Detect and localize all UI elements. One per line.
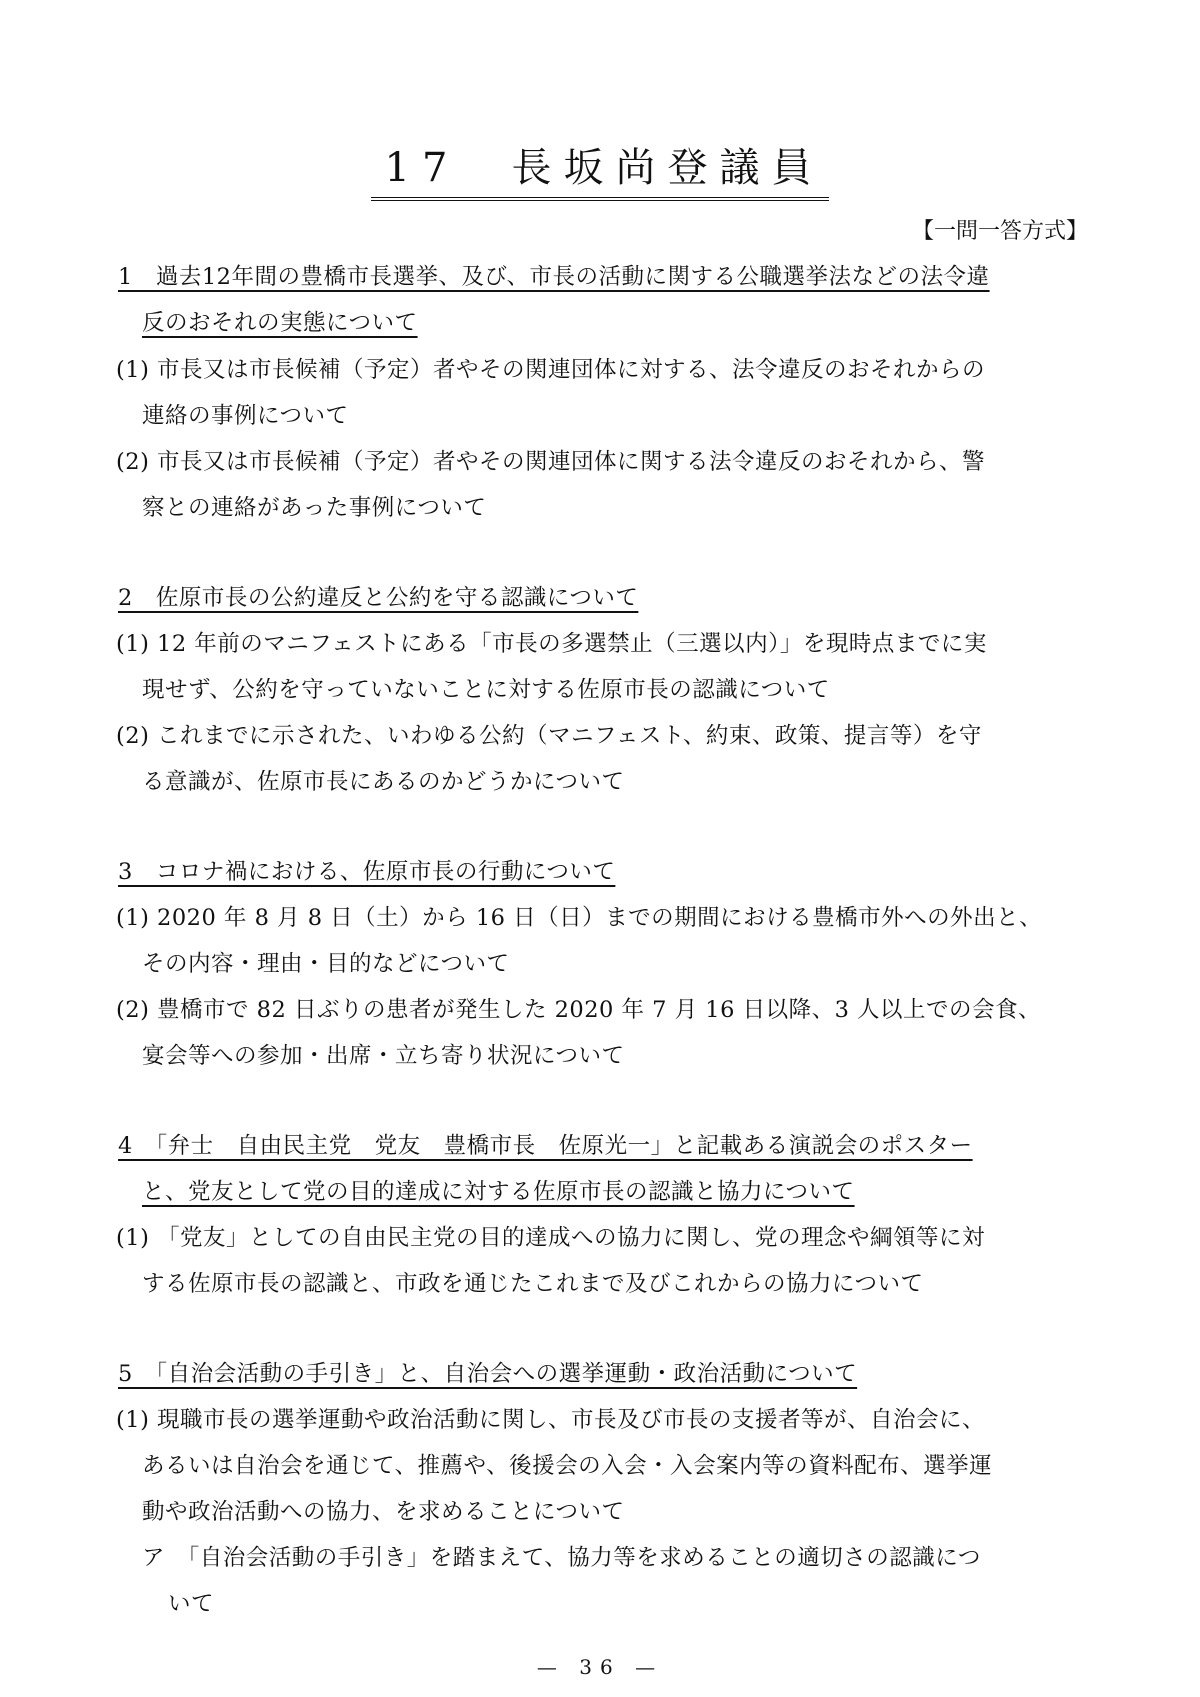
section-1-item-2-line-1: (2) 市長又は市長候補（予定）者やその関連団体に関する法令違反のおそれから、警 <box>116 449 986 475</box>
section-4-heading-line-2: と、党友として党の目的達成に対する佐原市長の認識と協力について <box>142 1179 855 1205</box>
section-5-item-1-line-3: 動や政治活動への協力、を求めることについて <box>142 1499 625 1525</box>
question-format-label: 【一問一答方式】 <box>911 219 1088 244</box>
section-5-item-1-line-2: あるいは自治会を通じて、推薦や、後援会の入会・入会案内等の資料配布、選挙運 <box>142 1453 993 1479</box>
section-5-subitem-a-line-2: いて <box>168 1591 215 1617</box>
section-1-item-1-line-2: 連絡の事例について <box>142 403 349 429</box>
section-3-item-1-line-1: (1) 2020 年 8 月 8 日（土）から 16 日（日）までの期間における豊橋市外への外出と、 <box>116 905 1043 931</box>
page-title-text: 17 長坂尚登議員 <box>371 136 830 201</box>
section-3-item-2-line-1: (2) 豊橋市で 82 日ぶりの患者が発生した 2020 年 7 月 16 日以降、3 人以上での会食、 <box>116 997 1042 1023</box>
section-3-item-1-line-2: その内容・理由・目的などについて <box>142 951 510 977</box>
section-1-heading-line-1: 1 過去12年間の豊橋市長選挙、及び、市長の活動に関する公職選挙法などの法令違 <box>118 264 990 290</box>
section-2-item-2-line-2: る意識が、佐原市長にあるのかどうかについて <box>142 769 625 795</box>
section-5-item-1-line-1: (1) 現職市長の選挙運動や政治活動に関し、市長及び市長の支援者等が、自治会に、 <box>116 1407 986 1433</box>
section-1-heading-line-2: 反のおそれの実態について <box>142 310 418 336</box>
section-4-item-1-line-1: (1) 「党友」としての自由民主党の目的達成への協力に関し、党の理念や綱領等に対 <box>116 1225 986 1251</box>
section-3-heading: 3 コロナ禍における、佐原市長の行動について <box>118 859 616 885</box>
page-title <box>0 136 1200 201</box>
section-2-item-2-line-1: (2) これまでに示された、いわゆる公約（マニフェスト、約束、政策、提言等）を守 <box>116 723 982 749</box>
section-1-item-1-line-1: (1) 市長又は市長候補（予定）者やその関連団体に対する、法令違反のおそれからの <box>116 357 986 383</box>
section-2-item-1-line-1: (1) 12 年前のマニフェストにある「市長の多選禁止（三選以内）」を現時点までに実 <box>116 631 987 657</box>
section-5-subitem-a-line-1: ア 「自治会活動の手引き」を踏まえて、協力等を求めることの適切さの認識につ <box>142 1545 981 1571</box>
section-4-heading-line-1: 4 「弁士 自由民主党 党友 豊橋市長 佐原光一」と記載ある演説会のポスター <box>118 1133 973 1159</box>
section-3-item-2-line-2: 宴会等への参加・出席・立ち寄り状況について <box>142 1043 625 1069</box>
section-5-heading: 5 「自治会活動の手引き」と、自治会への選挙運動・政治活動について <box>118 1361 858 1387</box>
section-2-item-1-line-2: 現せず、公約を守っていないことに対する佐原市長の認識について <box>142 677 830 703</box>
section-2-heading: 2 佐原市長の公約違反と公約を守る認識について <box>118 585 639 611</box>
page-number: — 36 — <box>536 1655 664 1679</box>
section-1-item-2-line-2: 察との連絡があった事例について <box>142 495 487 521</box>
section-4-item-1-line-2: する佐原市長の認識と、市政を通じたこれまで及びこれからの協力について <box>142 1271 924 1297</box>
